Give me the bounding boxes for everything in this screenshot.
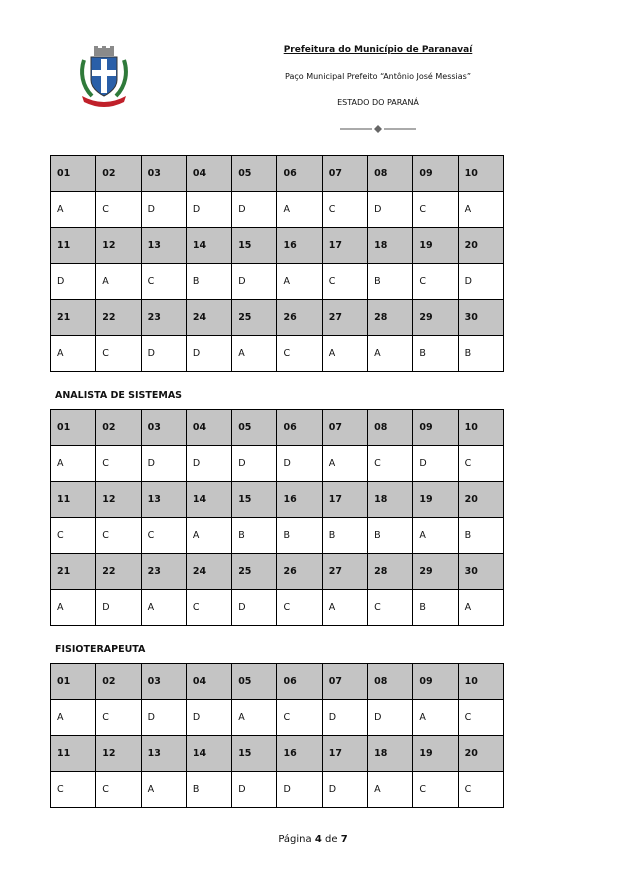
answer-cell: D [186, 336, 231, 372]
question-number-cell: 04 [186, 156, 231, 192]
answer-cell: C [96, 772, 141, 808]
answer-cell: C [51, 518, 96, 554]
question-number-cell: 13 [141, 482, 186, 518]
answer-cell: C [322, 264, 367, 300]
divider-ornament-icon [340, 124, 416, 134]
question-number-cell: 02 [96, 156, 141, 192]
answer-cell: D [96, 590, 141, 626]
answer-cell: C [413, 772, 458, 808]
answer-cell: A [51, 446, 96, 482]
answer-cell: C [51, 772, 96, 808]
answer-row [51, 336, 504, 372]
question-number-row [51, 482, 504, 518]
answer-cell: B [186, 772, 231, 808]
answer-cell: B [277, 518, 322, 554]
page-footer [0, 834, 626, 845]
question-number-cell: 27 [322, 554, 367, 590]
answer-cell: C [368, 446, 413, 482]
answer-cell: B [458, 336, 503, 372]
answer-row [51, 192, 504, 228]
municipality-title: Prefeitura do Município de Paranavaí [283, 45, 473, 55]
question-number-cell: 07 [322, 664, 367, 700]
question-number-cell: 22 [96, 300, 141, 336]
question-number-cell: 09 [413, 664, 458, 700]
question-number-cell: 11 [51, 482, 96, 518]
question-number-cell: 30 [458, 554, 503, 590]
question-number-cell: 03 [141, 410, 186, 446]
answer-cell: B [368, 264, 413, 300]
answer-cell: D [232, 264, 277, 300]
answer-cell: D [368, 192, 413, 228]
question-number-cell: 18 [368, 228, 413, 264]
question-number-cell: 24 [186, 554, 231, 590]
answer-cell: C [413, 264, 458, 300]
answer-cell: A [413, 518, 458, 554]
question-number-cell: 25 [232, 300, 277, 336]
question-number-cell: 05 [232, 664, 277, 700]
section-heading-fisioterapeuta: FISIOTERAPEUTA [55, 644, 146, 655]
answer-cell: C [96, 336, 141, 372]
answer-cell: C [277, 336, 322, 372]
answer-cell: D [232, 590, 277, 626]
answer-cell: C [96, 700, 141, 736]
page-of: de [325, 834, 338, 845]
question-number-cell: 22 [96, 554, 141, 590]
answer-cell: A [413, 700, 458, 736]
answer-cell: A [368, 336, 413, 372]
answer-cell: D [141, 700, 186, 736]
answer-cell: C [96, 518, 141, 554]
page-current: 4 [314, 834, 322, 845]
answer-cell: A [368, 772, 413, 808]
question-number-cell: 10 [458, 410, 503, 446]
question-number-cell: 21 [51, 300, 96, 336]
answer-row [51, 772, 504, 808]
question-number-cell: 06 [277, 664, 322, 700]
question-number-cell: 29 [413, 554, 458, 590]
question-number-cell: 02 [96, 664, 141, 700]
state-name: ESTADO DO PARANÁ [337, 98, 419, 107]
question-number-cell: 19 [413, 482, 458, 518]
answer-cell: D [141, 446, 186, 482]
answer-key-table-1 [50, 155, 504, 372]
question-number-cell: 17 [322, 228, 367, 264]
question-number-cell: 16 [277, 228, 322, 264]
question-number-cell: 03 [141, 664, 186, 700]
question-number-cell: 06 [277, 410, 322, 446]
question-number-cell: 21 [51, 554, 96, 590]
question-number-row [51, 410, 504, 446]
question-number-row [51, 736, 504, 772]
answer-cell: C [368, 590, 413, 626]
page-word: Página [278, 834, 312, 845]
question-number-cell: 20 [458, 736, 503, 772]
answer-cell: A [51, 590, 96, 626]
answer-cell: D [277, 446, 322, 482]
answer-cell: D [322, 700, 367, 736]
answer-key-table-3 [50, 663, 504, 808]
answer-cell: A [322, 590, 367, 626]
question-number-cell: 02 [96, 410, 141, 446]
question-number-cell: 12 [96, 228, 141, 264]
answer-cell: C [458, 700, 503, 736]
answer-cell: B [232, 518, 277, 554]
question-number-cell: 14 [186, 482, 231, 518]
answer-cell: C [458, 446, 503, 482]
question-number-cell: 08 [368, 156, 413, 192]
question-number-row [51, 228, 504, 264]
question-number-cell: 12 [96, 482, 141, 518]
answer-cell: D [232, 772, 277, 808]
answer-cell: B [368, 518, 413, 554]
answer-cell: A [51, 192, 96, 228]
answer-cell: A [277, 192, 322, 228]
answer-cell: D [186, 700, 231, 736]
question-number-cell: 13 [141, 736, 186, 772]
question-number-cell: 28 [368, 554, 413, 590]
answer-cell: A [232, 336, 277, 372]
answer-cell: D [368, 700, 413, 736]
answer-cell: C [96, 446, 141, 482]
question-number-cell: 19 [413, 736, 458, 772]
answer-cell: D [141, 336, 186, 372]
question-number-cell: 24 [186, 300, 231, 336]
question-number-cell: 26 [277, 554, 322, 590]
answer-row [51, 264, 504, 300]
answer-cell: C [96, 192, 141, 228]
answer-cell: A [232, 700, 277, 736]
answer-row [51, 590, 504, 626]
answer-cell: D [186, 446, 231, 482]
question-number-cell: 01 [51, 664, 96, 700]
question-number-cell: 03 [141, 156, 186, 192]
question-number-cell: 15 [232, 736, 277, 772]
question-number-cell: 09 [413, 410, 458, 446]
question-number-cell: 11 [51, 228, 96, 264]
answer-cell: D [141, 192, 186, 228]
question-number-cell: 06 [277, 156, 322, 192]
question-number-cell: 14 [186, 228, 231, 264]
answer-key-table-2 [50, 409, 504, 626]
answer-cell: D [413, 446, 458, 482]
page-total: 7 [340, 834, 348, 845]
question-number-cell: 13 [141, 228, 186, 264]
answer-row [51, 446, 504, 482]
answer-cell: C [277, 590, 322, 626]
answer-cell: C [277, 700, 322, 736]
answer-cell: C [458, 772, 503, 808]
answer-cell: A [141, 772, 186, 808]
answer-cell: B [458, 518, 503, 554]
question-number-cell: 08 [368, 664, 413, 700]
question-number-cell: 18 [368, 736, 413, 772]
answer-cell: A [96, 264, 141, 300]
answer-cell: D [232, 192, 277, 228]
question-number-cell: 01 [51, 410, 96, 446]
question-number-cell: 09 [413, 156, 458, 192]
answer-cell: C [186, 590, 231, 626]
answer-cell: C [322, 192, 367, 228]
question-number-cell: 19 [413, 228, 458, 264]
answer-row [51, 700, 504, 736]
question-number-cell: 17 [322, 482, 367, 518]
question-number-cell: 20 [458, 482, 503, 518]
question-number-cell: 30 [458, 300, 503, 336]
answer-cell: A [186, 518, 231, 554]
answer-cell: A [51, 336, 96, 372]
question-number-cell: 04 [186, 664, 231, 700]
question-number-cell: 16 [277, 736, 322, 772]
section-heading-analista: ANALISTA DE SISTEMAS [55, 390, 183, 401]
question-number-cell: 27 [322, 300, 367, 336]
answer-cell: B [322, 518, 367, 554]
answer-cell: D [277, 772, 322, 808]
question-number-cell: 23 [141, 554, 186, 590]
answer-cell: D [186, 192, 231, 228]
question-number-row [51, 156, 504, 192]
question-number-cell: 05 [232, 156, 277, 192]
answer-cell: A [458, 192, 503, 228]
question-number-cell: 05 [232, 410, 277, 446]
answer-cell: C [141, 264, 186, 300]
question-number-cell: 23 [141, 300, 186, 336]
municipal-palace-subtitle: Paço Municipal Prefeito “Antônio José Messias” [285, 72, 471, 81]
question-number-cell: 07 [322, 156, 367, 192]
answer-cell: B [413, 336, 458, 372]
answer-cell: B [186, 264, 231, 300]
answer-cell: A [277, 264, 322, 300]
question-number-row [51, 300, 504, 336]
question-number-cell: 18 [368, 482, 413, 518]
question-number-cell: 10 [458, 156, 503, 192]
question-number-cell: 15 [232, 228, 277, 264]
question-number-cell: 17 [322, 736, 367, 772]
answer-cell: A [322, 446, 367, 482]
question-number-cell: 25 [232, 554, 277, 590]
answer-cell: B [413, 590, 458, 626]
coat-of-arms-icon [78, 46, 130, 108]
question-number-cell: 14 [186, 736, 231, 772]
answer-cell: A [141, 590, 186, 626]
question-number-row [51, 554, 504, 590]
question-number-cell: 16 [277, 482, 322, 518]
answer-cell: C [413, 192, 458, 228]
question-number-cell: 04 [186, 410, 231, 446]
answer-cell: A [51, 700, 96, 736]
question-number-cell: 07 [322, 410, 367, 446]
question-number-cell: 11 [51, 736, 96, 772]
question-number-cell: 29 [413, 300, 458, 336]
question-number-cell: 28 [368, 300, 413, 336]
question-number-cell: 26 [277, 300, 322, 336]
question-number-cell: 01 [51, 156, 96, 192]
answer-cell: A [458, 590, 503, 626]
answer-cell: D [322, 772, 367, 808]
answer-cell: A [322, 336, 367, 372]
question-number-row [51, 664, 504, 700]
question-number-cell: 15 [232, 482, 277, 518]
question-number-cell: 10 [458, 664, 503, 700]
answer-cell: D [232, 446, 277, 482]
question-number-cell: 20 [458, 228, 503, 264]
question-number-cell: 08 [368, 410, 413, 446]
answer-cell: C [141, 518, 186, 554]
question-number-cell: 12 [96, 736, 141, 772]
answer-row [51, 518, 504, 554]
answer-cell: D [51, 264, 96, 300]
answer-cell: D [458, 264, 503, 300]
